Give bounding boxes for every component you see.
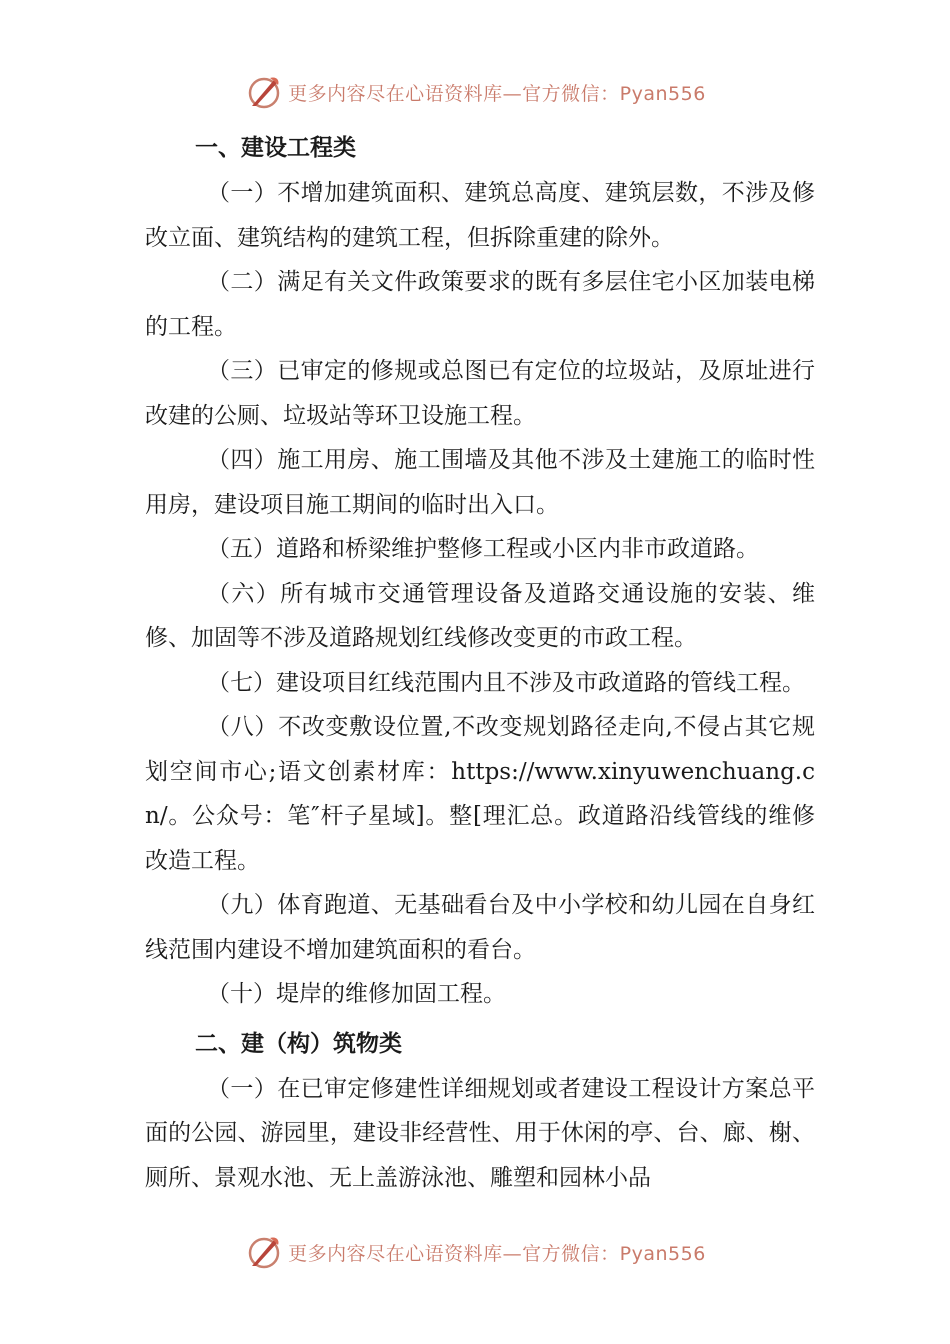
paragraph: （四）施工用房、施工围墙及其他不涉及土建施工的临时性用房，建设项目施工期间的临时出入口。 <box>145 447 815 518</box>
paragraph: （六）所有城市交通管理设备及道路交通设施的安装、维修、加固等不涉及道路规划红线修改变更的市政工程。 <box>145 580 815 651</box>
paragraph: （五）道路和桥梁维护整修工程或小区内非市政道路。 <box>207 536 759 562</box>
quill-logo-icon <box>244 1232 284 1272</box>
paragraph: （十）堤岸的维修加固工程。 <box>207 981 506 1007</box>
quill-logo-icon <box>244 72 284 112</box>
watermark-footer <box>0 1230 950 1274</box>
watermark-header <box>0 70 950 114</box>
section-heading-1: 一、建设工程类 <box>195 135 356 161</box>
section-heading-2: 二、建（构）筑物类 <box>195 1030 402 1057</box>
watermark-text: 更多内容尽在心语资料库—官方微信：Pyan556 <box>288 82 706 105</box>
paragraph: （一）在已审定修建性详细规划或者建设工程设计方案总平面的公园、游园里，建设非经营性、用于休闲的亭、台、廊、榭、厕所、景观水池、无上盖游泳池、雕塑和园林小品 <box>145 1075 815 1191</box>
paragraph: （七）建设项目红线范围内且不涉及市政道路的管线工程。 <box>207 669 805 696</box>
paragraph: （一）不增加建筑面积、建筑总高度、建筑层数，不涉及修改立面、建筑结构的建筑工程，但拆除重建的除外。 <box>145 180 815 251</box>
paragraph: （三）已审定的修规或总图已有定位的垃圾站，及原址进行改建的公厕、垃圾站等环卫设施工程。 <box>145 358 815 429</box>
document-body <box>145 125 815 1200</box>
paragraph: （八）不改变敷设位置,不改变规划路径走向,不侵占其它规划空间市心;语文创素材库：https://www.xinyuwenchuang.cn/。公众号：笔″杆子星域]。整[理汇总。政道路沿线管线的维修改造工程。 <box>145 714 815 874</box>
watermark-text: 更多内容尽在心语资料库—官方微信：Pyan556 <box>288 1242 706 1265</box>
paragraph: （二）满足有关文件政策要求的既有多层住宅小区加装电梯的工程。 <box>145 269 815 340</box>
paragraph: （九）体育跑道、无基础看台及中小学校和幼儿园在自身红线范围内建设不增加建筑面积的看台。 <box>145 892 815 963</box>
